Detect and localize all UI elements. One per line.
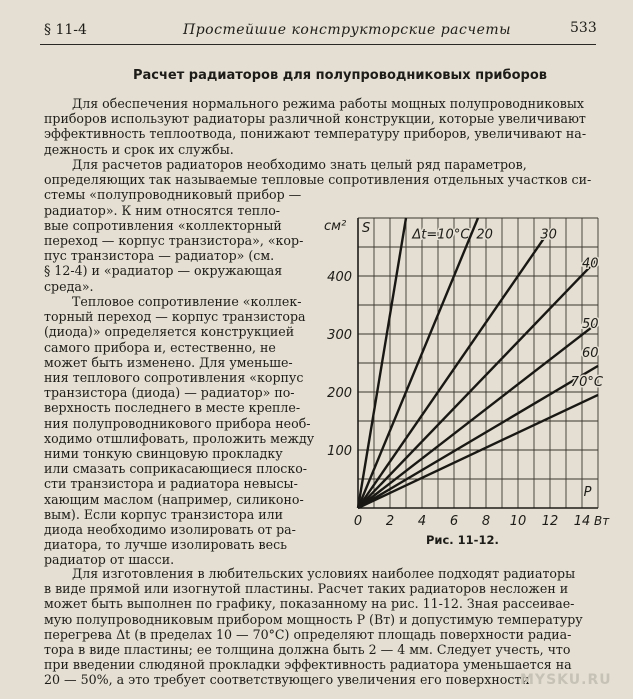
text-line: сти транзистора и радиатора невысы- [44,476,298,492]
series-label: 50 [582,317,599,333]
series-label: 20 [476,227,493,243]
figure-radiator-area-chart [322,210,612,555]
series-label: 60 [582,346,599,362]
y-tick-label: 300 [327,328,352,343]
text-line: пус транзистора — радиатор» (см. [44,248,275,264]
text-line: в виде прямой или изогнутой пластины. Расчет таких радиаторов несложен и [44,581,569,597]
text-line: хающим маслом (например, силиконо- [44,491,304,507]
text-line: определяющих так называемые тепловые сопротивления отдельных участков си- [44,172,592,188]
text-line: вым). Если корпус транзистора или [44,506,284,522]
page-number: 533 [570,20,597,36]
x-tick-label: 12 [541,514,559,529]
text-line: ния теплового сопротивления «корпус [44,370,304,386]
y-tick-label: 200 [327,386,352,401]
article-title: Расчет радиаторов для полупроводниковых приборов [133,68,548,83]
section-number: § 11-4 [44,22,87,38]
x-axis-symbol: P [583,485,592,500]
text-line: транзистора (диода) — радиатор» по- [44,385,295,401]
header-rule [40,44,596,45]
x-tick-label: 4 [417,514,427,529]
text-line: самого прибора и, естественно, не [44,339,276,355]
y-unit-label: см² [324,219,347,234]
paragraph-calculation [44,566,596,688]
text-line: Для обеспечения нормального режима работы мощных полупроводниковых [72,96,585,111]
text-line: ния полупроводникового прибора необ- [44,415,311,431]
text-line: Тепловое сопротивление «коллек- [72,294,302,309]
text-line: диатора, то лучше изолировать весь [44,537,287,553]
x-unit-label: Вт [594,514,610,528]
paragraph-intro [44,96,596,157]
text-line: приборов используют радиаторы различной конструкции, которые увеличивают [44,111,586,127]
text-line: Для изготовления в любительских условиях наиболее подходят радиаторы [72,566,576,581]
figure-caption: Рис. 11-12. [426,533,499,547]
y-axis-symbol: S [362,221,371,236]
text-line: или смазать соприкасающиеся плоско- [44,461,308,477]
text-line: переход — корпус транзистора», «кор- [44,233,304,249]
x-tick-label: 2 [385,514,395,529]
text-line: радиатор». К ним относятся тепло- [44,202,281,218]
paragraph-contact-resistance [44,294,315,568]
x-tick-label: 8 [481,514,491,529]
text-line: радиатор от шасси. [44,552,175,568]
running-header-title: Простейшие конструкторские расчеты [183,22,512,38]
text-line: перегрева Δt (в пределах 10 — 70°C) определяют площадь поверхности радиа- [44,626,572,642]
text-line: диода необходимо изолировать от ра- [44,522,296,538]
y-tick-label: 400 [327,270,352,285]
series-line [358,395,598,508]
series-label: 70°C [570,375,603,391]
series-line [358,322,598,508]
text-line: ними тонкую свинцовую прокладку [44,446,283,462]
text-line: Для расчетов радиаторов необходимо знать целый ряд параметров, [72,157,527,172]
text-line: дежность и срок их службы. [44,141,234,157]
x-tick-label: 6 [449,514,459,529]
text-line: может быть выполнен по графику, показанному на рис. 11-12. Зная рассеивае- [44,596,575,612]
text-line: стемы «полупроводниковый прибор — [44,187,302,203]
x-tick-label: 14 [573,514,591,529]
text-line: § 12-4) и «радиатор — окружающая [44,263,283,279]
text-line: может быть изменено. Для уменьше- [44,354,293,370]
series-label: 40 [582,256,599,272]
series-line [358,366,598,508]
text-line: эффективность теплоотвода, понижают температуру приборов, увеличивают на- [44,126,587,142]
y-tick-label: 100 [327,444,352,459]
text-line: (диода)» определяется конструкцией [44,324,295,340]
text-line: среда». [44,278,94,294]
x-tick-label: 10 [509,514,527,529]
series-label: 30 [540,227,557,243]
text-line: при введении слюдяной прокладки эффективность радиатора уменьшается на [44,657,572,673]
series-label: Δt=10°C [412,227,470,243]
text-line: верхность последнего в месте крепле- [44,400,301,416]
x-tick-label: 0 [353,514,363,529]
text-line: вые сопротивления «коллекторный [44,217,282,233]
text-line: мую полупроводниковым прибором мощность P (Вт) и допустимую температуру [44,611,583,627]
text-line: торный переход — корпус транзистора [44,309,306,325]
radiator-area-chart [322,210,612,535]
watermark: MYSKU.RU [520,672,612,688]
text-line: тора в виде пластины; ее толщина должна быть 2 — 4 мм. Следует учесть, что [44,642,571,658]
text-line: 20 — 50%, а это требует соответствующего увеличения его поверхности. [44,672,534,688]
text-line: ходимо отшлифовать, проложить между [44,430,315,446]
